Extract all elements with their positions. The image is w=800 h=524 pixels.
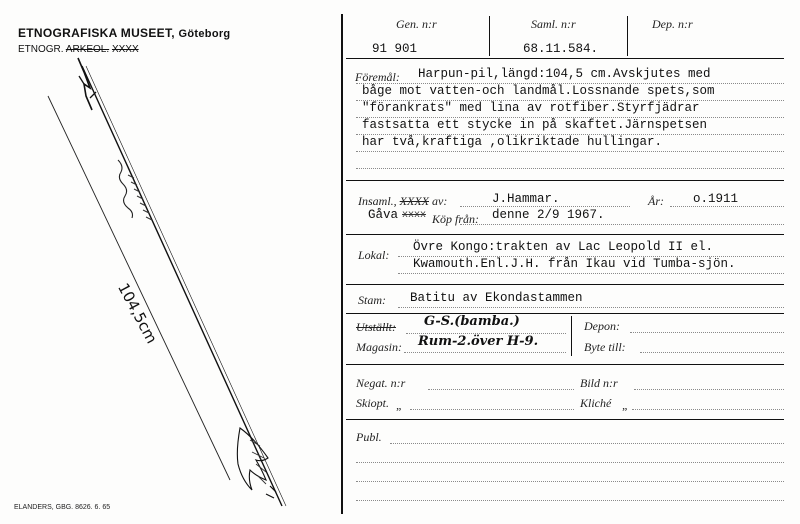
magasin-value: Rum-2.över H-9. xyxy=(418,334,539,349)
byte-rule xyxy=(640,352,784,353)
header-divider-2 xyxy=(627,16,628,56)
publ-rule xyxy=(356,462,784,463)
stam-value: Batitu av Ekondastammen xyxy=(410,291,583,305)
binding-marks-icon xyxy=(128,175,152,220)
department-prefix: ETNOGR. xyxy=(18,44,64,55)
cliche-label: Kliché xyxy=(580,396,612,410)
stam-label: Stam: xyxy=(358,293,386,307)
foremal-rule xyxy=(356,134,784,135)
saml-nr-value: 68.11.584. xyxy=(523,42,599,56)
depon-rule xyxy=(630,332,784,333)
cliche-value: „ xyxy=(622,398,629,412)
foremal-line-3: "förankrats" med lina av rotfiber.Styrfjädrar xyxy=(362,101,700,115)
ar-label: År: xyxy=(648,194,664,208)
cliche-rule xyxy=(632,409,784,410)
lokal-label: Lokal: xyxy=(358,248,390,262)
lokal-rule xyxy=(398,256,784,257)
printer-imprint: ELANDERS, GBG. 8626. 6. 65 xyxy=(14,504,111,511)
kop-fran-label: Köp från: xyxy=(432,212,480,226)
foremal-label: Föremål: xyxy=(355,70,400,84)
magasin-label: Magasin: xyxy=(356,340,402,354)
foremal-line-2: båge mot vatten-och landmål.Lossnande spets,som xyxy=(362,84,715,98)
department-struck: ARKEOL. xyxy=(65,44,110,55)
skiopt-value: „ xyxy=(396,398,403,412)
foremal-line-4: fastsatta ett stycke in på skaftet.Järnspetsen xyxy=(362,118,708,132)
bild-nr-label: Bild n:r xyxy=(580,376,618,390)
insaml-label-struck: XXXX xyxy=(399,194,429,208)
stam-bottom-rule xyxy=(346,313,784,314)
byte-till-label: Byte till: xyxy=(584,340,626,354)
lokal-bottom-rule xyxy=(346,284,784,285)
foremal-line-1: Harpun-pil,längd:104,5 cm.Avskjutes med xyxy=(418,67,711,81)
gava-value: denne 2/9 1967. xyxy=(492,208,605,222)
insaml-rule xyxy=(460,206,630,207)
bild-rule xyxy=(634,389,784,390)
ar-value: o.1911 xyxy=(693,192,739,206)
measurement-label: 104,5cm xyxy=(114,280,161,347)
ar-rule xyxy=(670,206,784,207)
stam-rule xyxy=(398,307,784,308)
skiopt-rule xyxy=(410,409,574,410)
lokal-line-2: Kwamouth.Enl.J.H. från Ikau vid Tumba-sjön. xyxy=(413,257,736,271)
insaml-value: J.Hammar. xyxy=(492,192,560,206)
header-bottom-rule xyxy=(346,58,784,59)
utstallt-label: Utställt: xyxy=(356,320,397,334)
header-divider-1 xyxy=(489,16,490,56)
gava-label: Gåva xyxy=(368,208,399,222)
museum-name: ETNOGRAFISKA MUSEET, xyxy=(18,26,175,40)
gen-nr-label: Gen. n:r xyxy=(396,17,437,31)
utstallt-value: G-S.(bamba.) xyxy=(424,314,520,329)
museum-city: Göteborg xyxy=(178,28,231,40)
feather-barbs-icon xyxy=(250,440,266,484)
foremal-rule xyxy=(356,83,784,84)
foremal-rule xyxy=(356,151,784,152)
insaml-label-pre: Insaml., xyxy=(358,194,397,208)
lokal-line-1: Övre Kongo:trakten av Lac Leopold II el. xyxy=(413,240,714,254)
saml-nr-label: Saml. n:r xyxy=(531,17,576,31)
harpoon-arrow-drawing xyxy=(0,0,340,524)
gen-nr-value: 91 901 xyxy=(372,42,418,56)
publ-rule xyxy=(356,481,784,482)
storage-bottom-rule xyxy=(346,364,784,365)
publ-rule xyxy=(390,443,784,444)
foremal-bottom-rule xyxy=(346,180,784,181)
publ-rule xyxy=(356,500,784,501)
arrow-nock-icon xyxy=(266,486,276,498)
foremal-line-5: har två,kraftiga ,olikriktade hullingar. xyxy=(362,135,663,149)
utstallt-rule xyxy=(406,333,566,334)
footer-divider xyxy=(346,419,784,420)
gava-struck: xxxx xyxy=(402,210,427,221)
insaml-label xyxy=(358,194,447,209)
insaml-label-post: av: xyxy=(432,194,448,208)
kop-rule xyxy=(460,224,784,225)
foremal-rule xyxy=(356,117,784,118)
publ-label: Publ. xyxy=(356,430,382,444)
storage-divider xyxy=(571,316,572,356)
arrow-shaft xyxy=(82,66,282,506)
lokal-rule xyxy=(398,273,784,274)
negat-nr-label: Negat. n:r xyxy=(356,376,406,390)
dep-nr-label: Dep. n:r xyxy=(652,17,693,31)
fibre-line-lashing-icon xyxy=(118,160,133,218)
insaml-bottom-rule xyxy=(346,234,784,235)
card-left-border xyxy=(341,14,343,514)
department-struck-marks: XXXX xyxy=(111,44,139,55)
depon-label: Depon: xyxy=(584,319,620,333)
foremal-rule xyxy=(356,168,784,169)
measurement-line xyxy=(48,96,230,480)
foremal-rule xyxy=(356,100,784,101)
fletching-feather-icon xyxy=(237,428,268,490)
skiopt-label: Skiopt. xyxy=(356,396,389,410)
negat-rule xyxy=(428,389,574,390)
magasin-rule xyxy=(404,352,566,353)
